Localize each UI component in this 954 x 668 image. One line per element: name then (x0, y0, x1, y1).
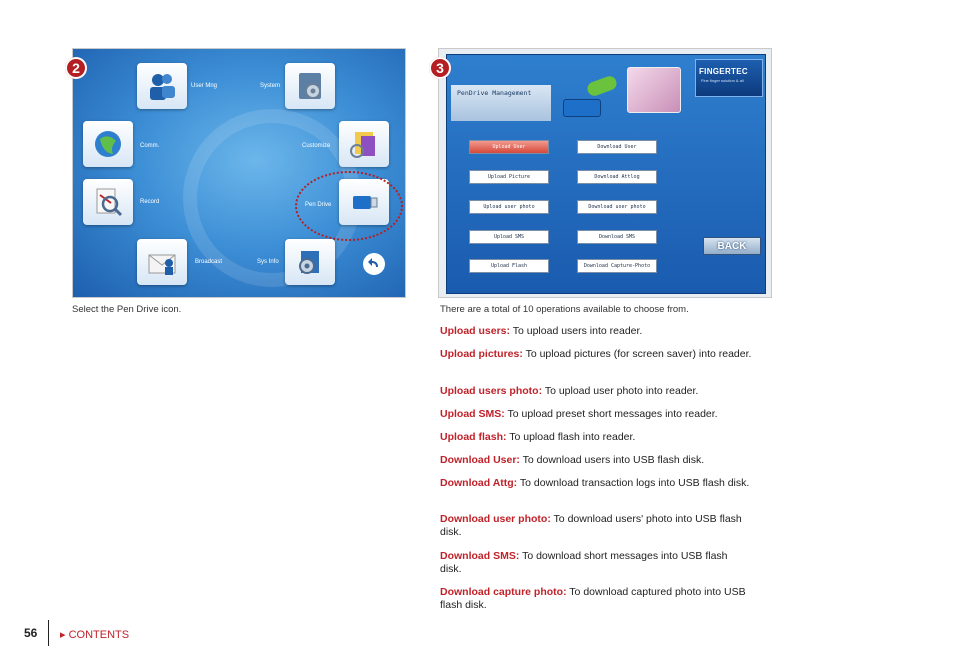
main-menu-screenshot (72, 48, 406, 298)
desc-download-capture-photo: Download capture photo: To download captured photo into USB flash disk. (440, 586, 746, 611)
pendrive-management-panel (446, 54, 766, 294)
desc-download-sms: Download SMS: To download short messages into USB flash disk. (440, 550, 728, 575)
upload-user-photo-button[interactable]: Upload user photo (469, 200, 549, 214)
pendrive-management-screenshot (438, 48, 772, 298)
download-attlog-button[interactable]: Download Attlog (577, 170, 657, 184)
upload-sms-button[interactable]: Upload SMS (469, 230, 549, 244)
desc-upload-users: Upload users: To upload users into reader. (440, 325, 643, 337)
desc-upload-users-photo: Upload users photo: To upload user photo into reader. (440, 385, 699, 397)
transfer-arrow-icon (586, 74, 619, 97)
desc-upload-pictures: Upload pictures: To upload pictures (for screen saver) into reader. (440, 348, 752, 360)
contents-link[interactable] (60, 628, 129, 641)
download-user-photo-button[interactable]: Download user photo (577, 200, 657, 214)
comm-label: Comm. (140, 143, 160, 149)
fingertec-tagline: Fine finger solution & all (701, 78, 744, 83)
laptop-icon (627, 67, 681, 113)
download-sms-button[interactable]: Download SMS (577, 230, 657, 244)
broadcast-label: Broadcast (195, 259, 223, 265)
page-number: 56 (24, 626, 38, 640)
user-mng-icon (137, 63, 187, 109)
pendrive-title: PenDrive Management (457, 89, 532, 97)
right-caption: There are a total of 10 operations available to choose from. (440, 304, 689, 315)
broadcast-icon (137, 239, 187, 285)
upload-flash-button[interactable]: Upload Flash (469, 259, 549, 273)
download-capture-photo-button[interactable]: Download Capture-Photo (577, 259, 657, 273)
pen-drive-label: Pen Drive (305, 202, 332, 208)
step-3-badge: 3 (429, 57, 451, 79)
back-button[interactable]: BACK (703, 237, 761, 255)
sys-info-icon (285, 239, 335, 285)
desc-download-user-photo: Download user photo: To download users' photo into USB flash disk. (440, 513, 742, 538)
system-icon (285, 63, 335, 109)
fingertec-logo-text: FINGERTEC (699, 67, 748, 76)
comm-icon (83, 121, 133, 167)
play-arrow-icon: ▸ (60, 629, 69, 641)
contents-link-label: CONTENTS (68, 629, 130, 641)
footer-divider (48, 620, 49, 646)
usb-stick-icon (563, 99, 601, 117)
download-user-button[interactable]: Download User (577, 140, 657, 154)
user-mng-label: User Mng (191, 83, 218, 89)
system-label: System (260, 83, 281, 89)
record-icon (83, 179, 133, 225)
desc-download-user: Download User: To download users into USB flash disk. (440, 454, 705, 466)
desc-upload-sms: Upload SMS: To upload preset short messages into reader. (440, 408, 718, 420)
left-caption: Select the Pen Drive icon. (72, 304, 182, 315)
upload-picture-button[interactable]: Upload Picture (469, 170, 549, 184)
sys-info-label: Sys Info (257, 259, 279, 265)
pen-drive-highlight-ring (295, 171, 403, 241)
customize-icon (339, 121, 389, 167)
upload-user-button[interactable]: Upload User (469, 140, 549, 154)
back-arrow-icon[interactable] (363, 253, 385, 275)
step-2-badge: 2 (65, 57, 87, 79)
desc-upload-flash: Upload flash: To upload flash into reader. (440, 431, 636, 443)
record-label: Record (140, 199, 160, 205)
desc-download-attg: Download Attg: To download transaction logs into USB flash disk. (440, 477, 750, 489)
customize-label: Customize (302, 143, 331, 149)
